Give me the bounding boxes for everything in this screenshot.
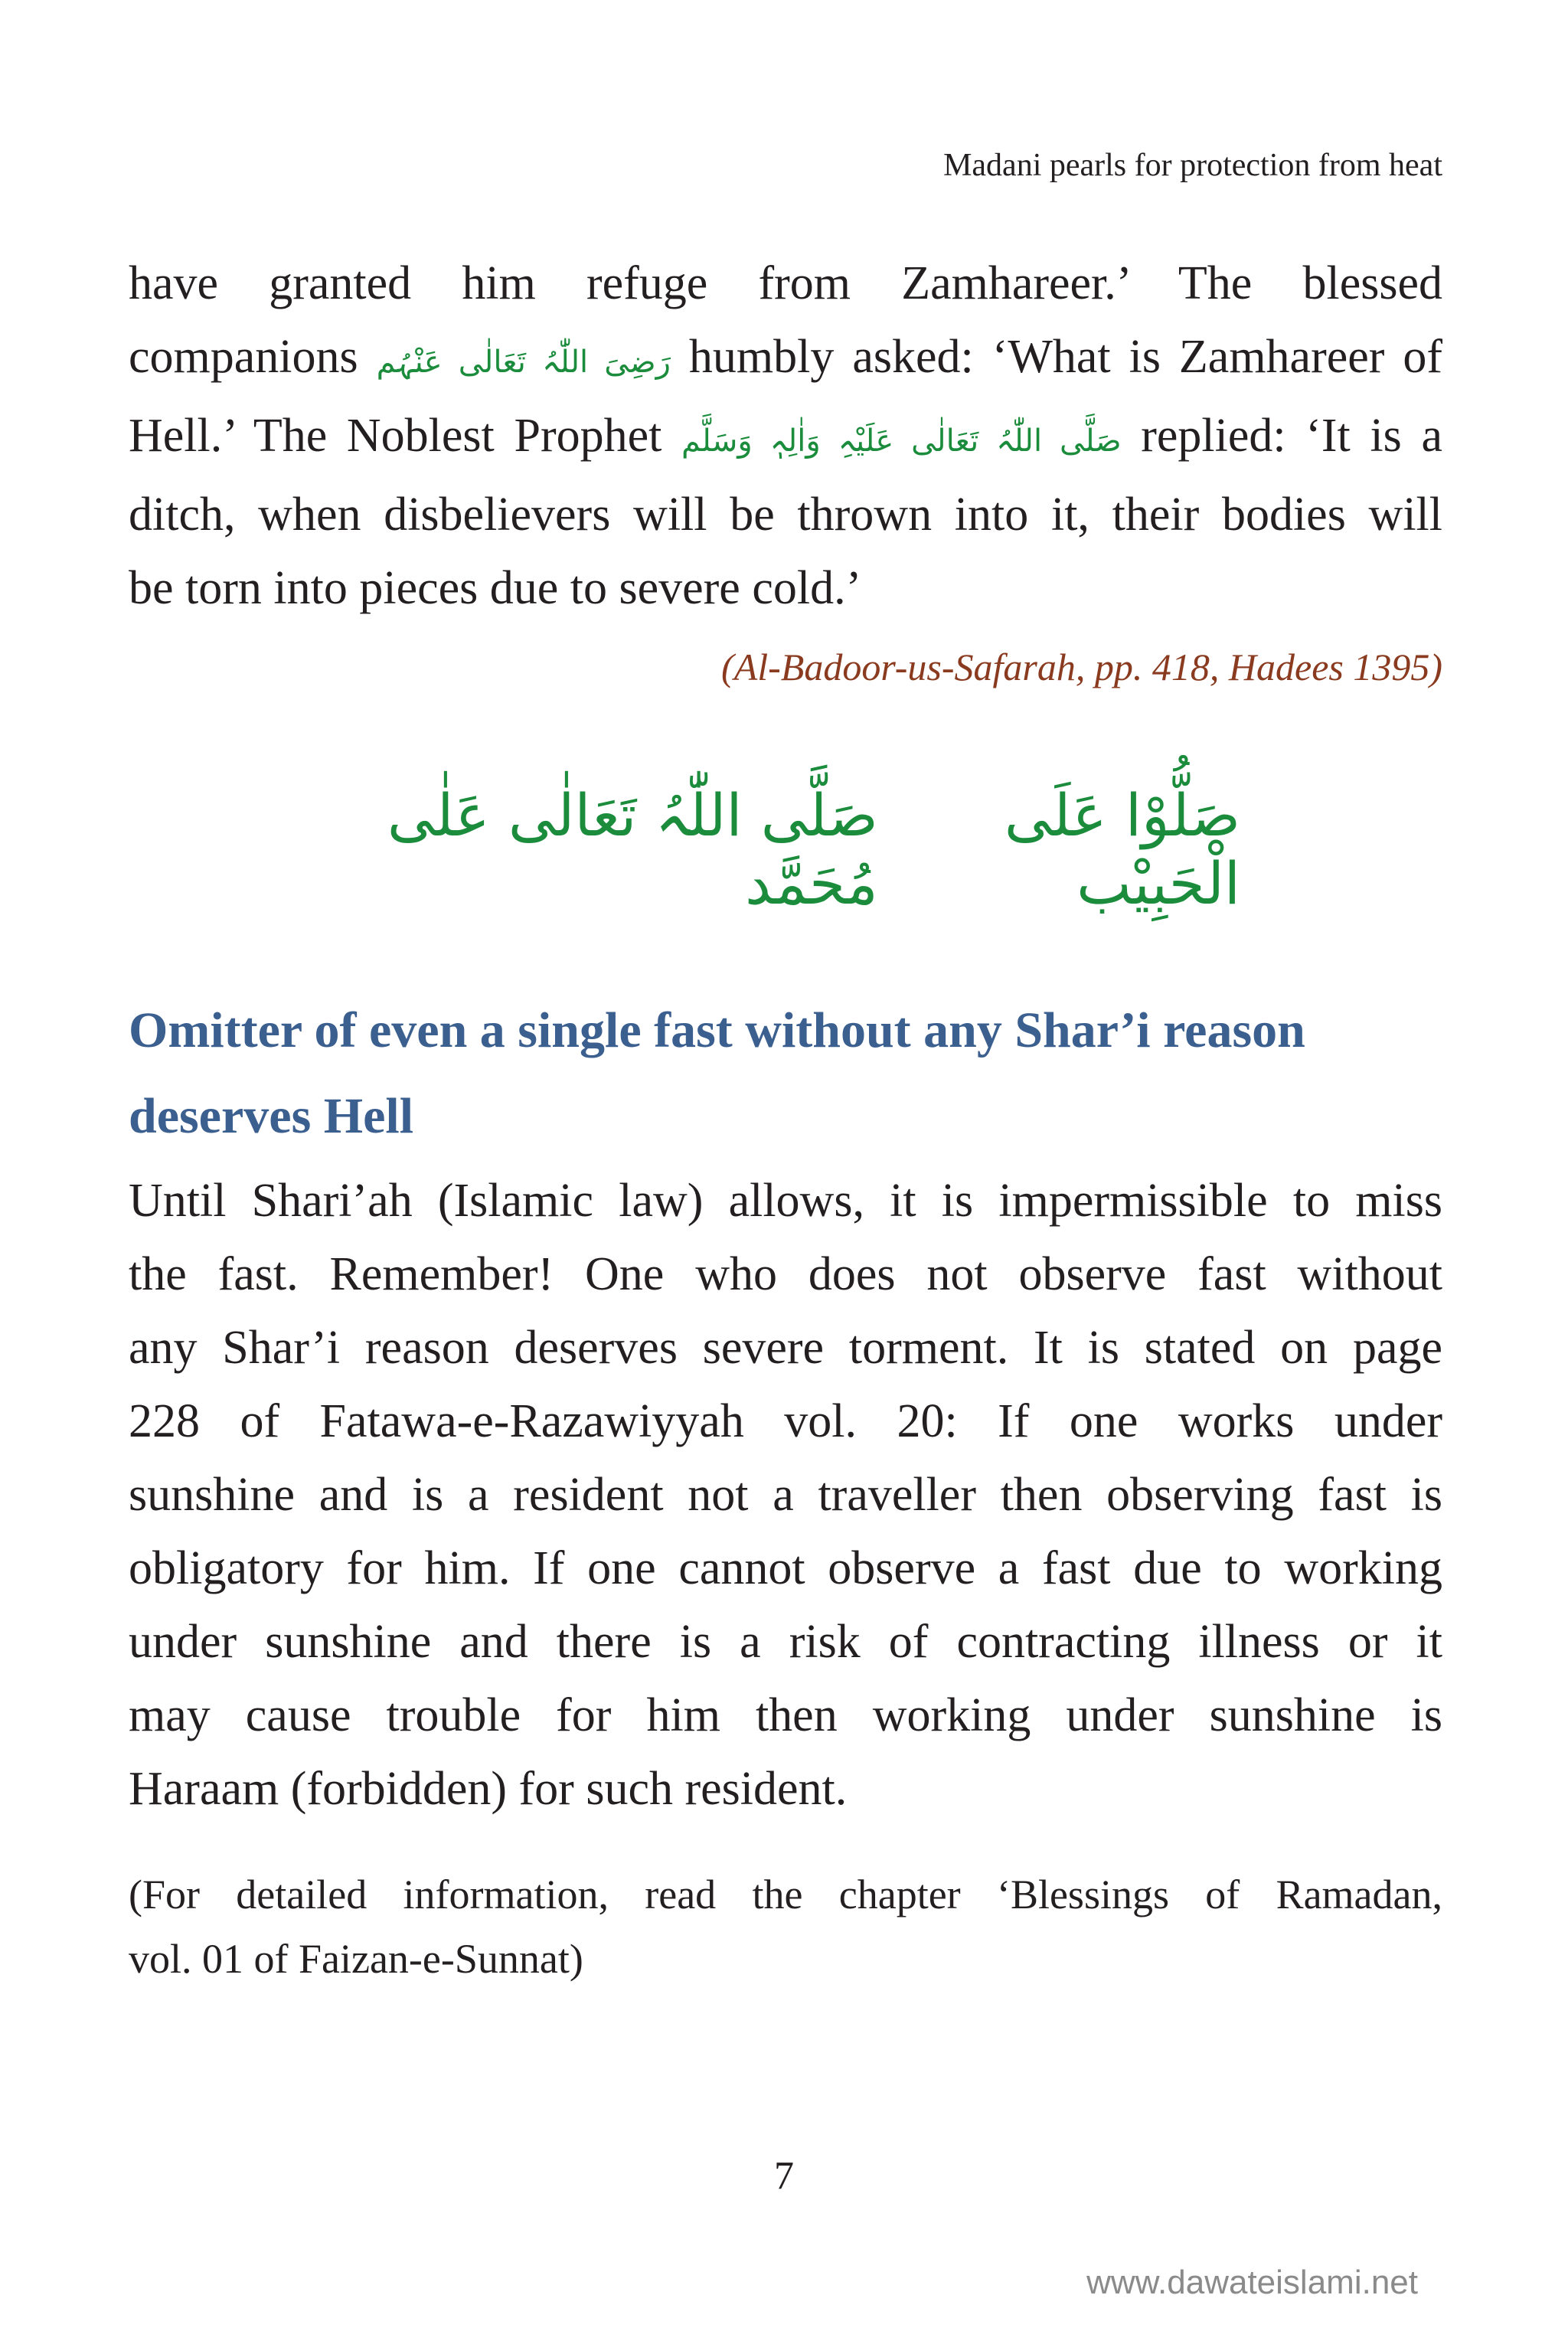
text-line	[129, 399, 1442, 478]
text-line: 228 of Fatawa-e-Razawiyyah vol. 20: If one works under	[129, 1395, 1442, 1447]
text-line: have granted him refuge from Zamhareer.’ The blessed	[129, 257, 1442, 309]
text-line: under sunshine and there is a risk of contracting illness or it	[129, 1616, 1442, 1668]
text-line	[129, 320, 1442, 399]
durood-left: صَلَّی اللّٰہُ تَعَالٰی عَلٰی مُحَمَّد	[387, 781, 878, 917]
text-fragment: Hell.’ The Noblest Prophet	[129, 410, 662, 462]
running-header: Madani pearls for protection from heat	[943, 148, 1442, 183]
arabic-honorific-prophet: صَلَّی اللّٰہُ تَعَالٰی عَلَیْہِ وَاٰلِہٖ وَسَلَّم	[681, 423, 1122, 459]
hadees-reference: (Al-Badoor-us-Safarah, pp. 418, Hadees 1395)	[721, 646, 1442, 688]
arabic-honorific-companions: رَضِیَ اللّٰہُ تَعَالٰی عَنْہُم	[376, 345, 671, 380]
note-line: (For detailed information, read the chapter ‘Blessings of Ramadan,	[129, 1872, 1442, 1917]
paragraph-fast	[129, 1164, 1442, 1826]
durood-line	[322, 781, 1240, 917]
heading-line: Omitter of even a single fast without any Shar’i reason	[129, 1002, 1305, 1058]
text-line: Haraam (forbidden) for such resident.	[129, 1763, 848, 1815]
text-line: may cause trouble for him then working under sunshine is	[129, 1689, 1442, 1741]
text-fragment: humbly asked: ‘What is Zamhareer of	[688, 331, 1443, 383]
watermark-url: www.dawateislami.net	[1086, 2264, 1418, 2301]
text-line: ditch, when disbelievers will be thrown into it, their bodies will	[129, 489, 1442, 541]
text-fragment: companions	[129, 331, 358, 383]
page-number: 7	[774, 2154, 794, 2198]
paragraph-hadees	[129, 247, 1442, 625]
durood-right: صَلُّوْا عَلَی الْحَبِیْب	[1004, 781, 1240, 917]
section-heading	[129, 988, 1442, 1159]
text-line: Until Shari’ah (Islamic law) allows, it is impermissible to miss	[129, 1175, 1442, 1227]
text-line: the fast. Remember! One who does not observe fast without	[129, 1248, 1442, 1300]
note-line: vol. 01 of Faizan-e-Sunnat)	[129, 1936, 583, 1982]
text-line: any Shar’i reason deserves severe torment. It is stated on page	[129, 1322, 1442, 1374]
heading-line: deserves Hell	[129, 1088, 414, 1144]
reference-note	[129, 1862, 1442, 1991]
text-line: be torn into pieces due to severe cold.’	[129, 562, 862, 614]
text-line: obligatory for him. If one cannot observe a fast due to working	[129, 1542, 1442, 1594]
text-fragment: replied: ‘It is a	[1141, 410, 1442, 462]
text-line: sunshine and is a resident not a traveller then observing fast is	[129, 1469, 1442, 1521]
